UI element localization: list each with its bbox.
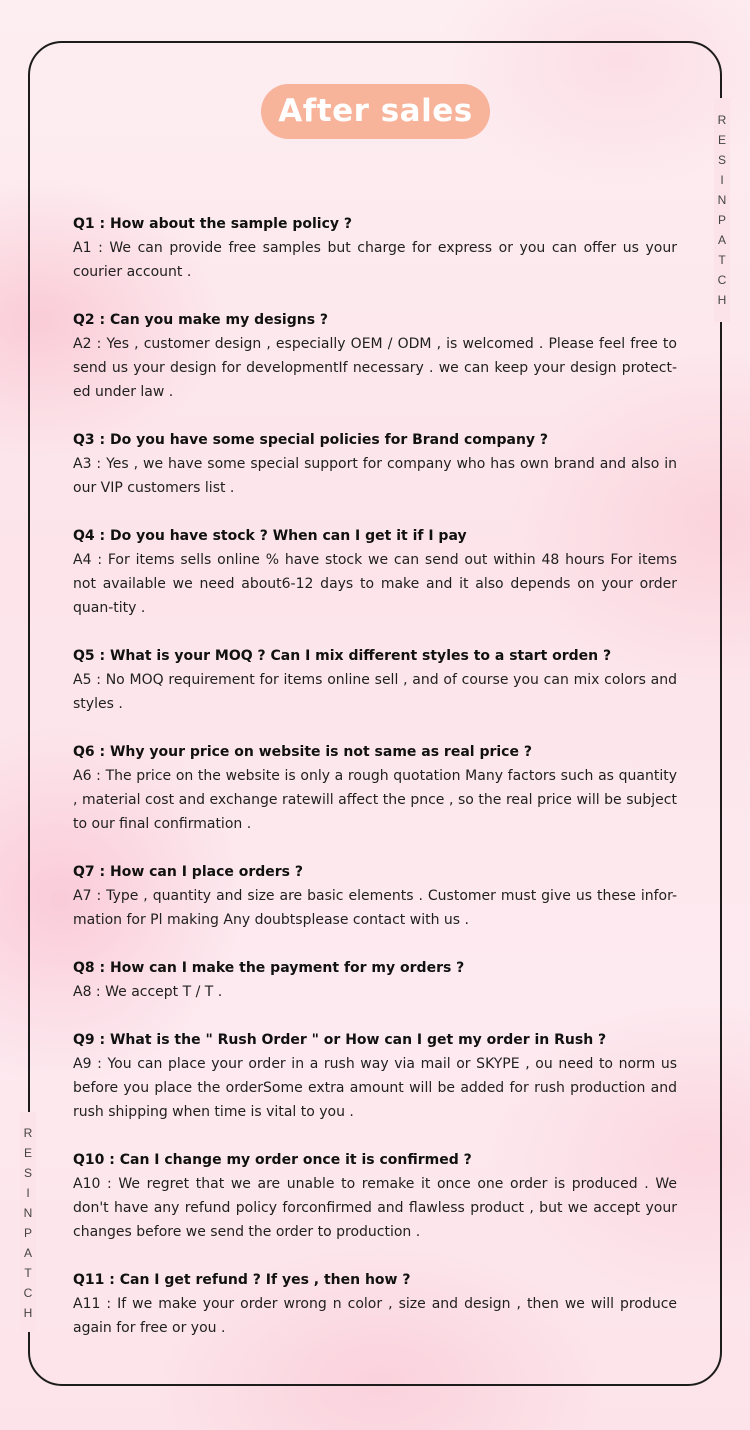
faq-item-4 — [73, 524, 677, 620]
faq-question: Q6 : Why your price on website is not same as real price ? — [73, 744, 532, 760]
faq-item-7 — [73, 860, 677, 932]
faq-item-10 — [73, 1148, 677, 1244]
faq-question: Q10 : Can I change my order once it is confirmed ? — [73, 1152, 472, 1168]
faq-question: Q5 : What is your MOQ ? Can I mix different styles to a start orden ? — [73, 648, 612, 664]
faq-answer: A5 : No MOQ requirement for items online sell , and of course you can mix colors and styles . — [73, 672, 677, 712]
faq-question: Q7 : How can I place orders ? — [73, 864, 304, 880]
faq-item-9 — [73, 1028, 677, 1124]
faq-question: Q9 : What is the " Rush Order " or How can I get my order in Rush ? — [73, 1032, 607, 1048]
faq-answer: A4 : For items sells online % have stock we can send out within 48 hours For items not available we need about6-12 days to make and it also depends on your order quan-tity . — [73, 552, 677, 616]
faq-question: Q11 : Can I get refund ? If yes , then how ? — [73, 1272, 411, 1288]
faq-answer: A10 : We regret that we are unable to remake it once one order is produced . We don't have any refund policy forconfirmed and flawless product , but we accept your changes before we send the order to production . — [73, 1176, 677, 1240]
faq-item-8 — [73, 956, 677, 1004]
faq-item-3 — [73, 428, 677, 500]
faq-item-5 — [73, 644, 677, 716]
faq-answer: A3 : Yes , we have some special support for company who has own brand and also in our VIP customers list . — [73, 456, 677, 496]
faq-answer: A6 : The price on the website is only a rough quotation Many factors such as quantity , material cost and exchange ratewill affect the pnce , so the real price will be subject to our final confirmation . — [73, 768, 677, 832]
faq-answer: A2 : Yes , customer design , especially OEM / ODM , is welcomed . Please feel free to send us your design for developmentIf necessary . we can keep your design protect-ed under law . — [73, 336, 677, 400]
side-label-right: R E S I N P A T C H — [717, 113, 727, 307]
faq-item-2 — [73, 308, 677, 404]
faq-answer: A9 : You can place your order in a rush way via mail or SKYPE , ou need to norm us before you place the orderSome extra amount will be added for rush production and rush shipping when time is vital to you . — [73, 1056, 677, 1120]
faq-question: Q8 : How can I make the payment for my orders ? — [73, 960, 465, 976]
faq-answer: A1 : We can provide free samples but charge for express or you can offer us your courier account . — [73, 240, 677, 280]
faq-list — [73, 212, 677, 1364]
faq-answer: A8 : We accept T / T . — [73, 984, 223, 1000]
faq-item-1 — [73, 212, 677, 284]
faq-item-6 — [73, 740, 677, 836]
page-title: After sales — [261, 84, 490, 139]
faq-answer: A7 : Type , quantity and size are basic elements . Customer must give us these infor-mation for Pl making Any doubtsplease contact with us . — [73, 888, 677, 928]
faq-question: Q3 : Do you have some special policies for Brand company ? — [73, 432, 549, 448]
faq-answer: A11 : If we make your order wrong n color , size and design , then we will produce again for free or you . — [73, 1296, 677, 1336]
faq-question: Q1 : How about the sample policy ? — [73, 216, 352, 232]
faq-item-11 — [73, 1268, 677, 1340]
side-label-left: R E S I N P A T C H — [23, 1126, 33, 1320]
faq-question: Q2 : Can you make my designs ? — [73, 312, 329, 328]
faq-question: Q4 : Do you have stock ? When can I get it if I pay — [73, 528, 467, 544]
